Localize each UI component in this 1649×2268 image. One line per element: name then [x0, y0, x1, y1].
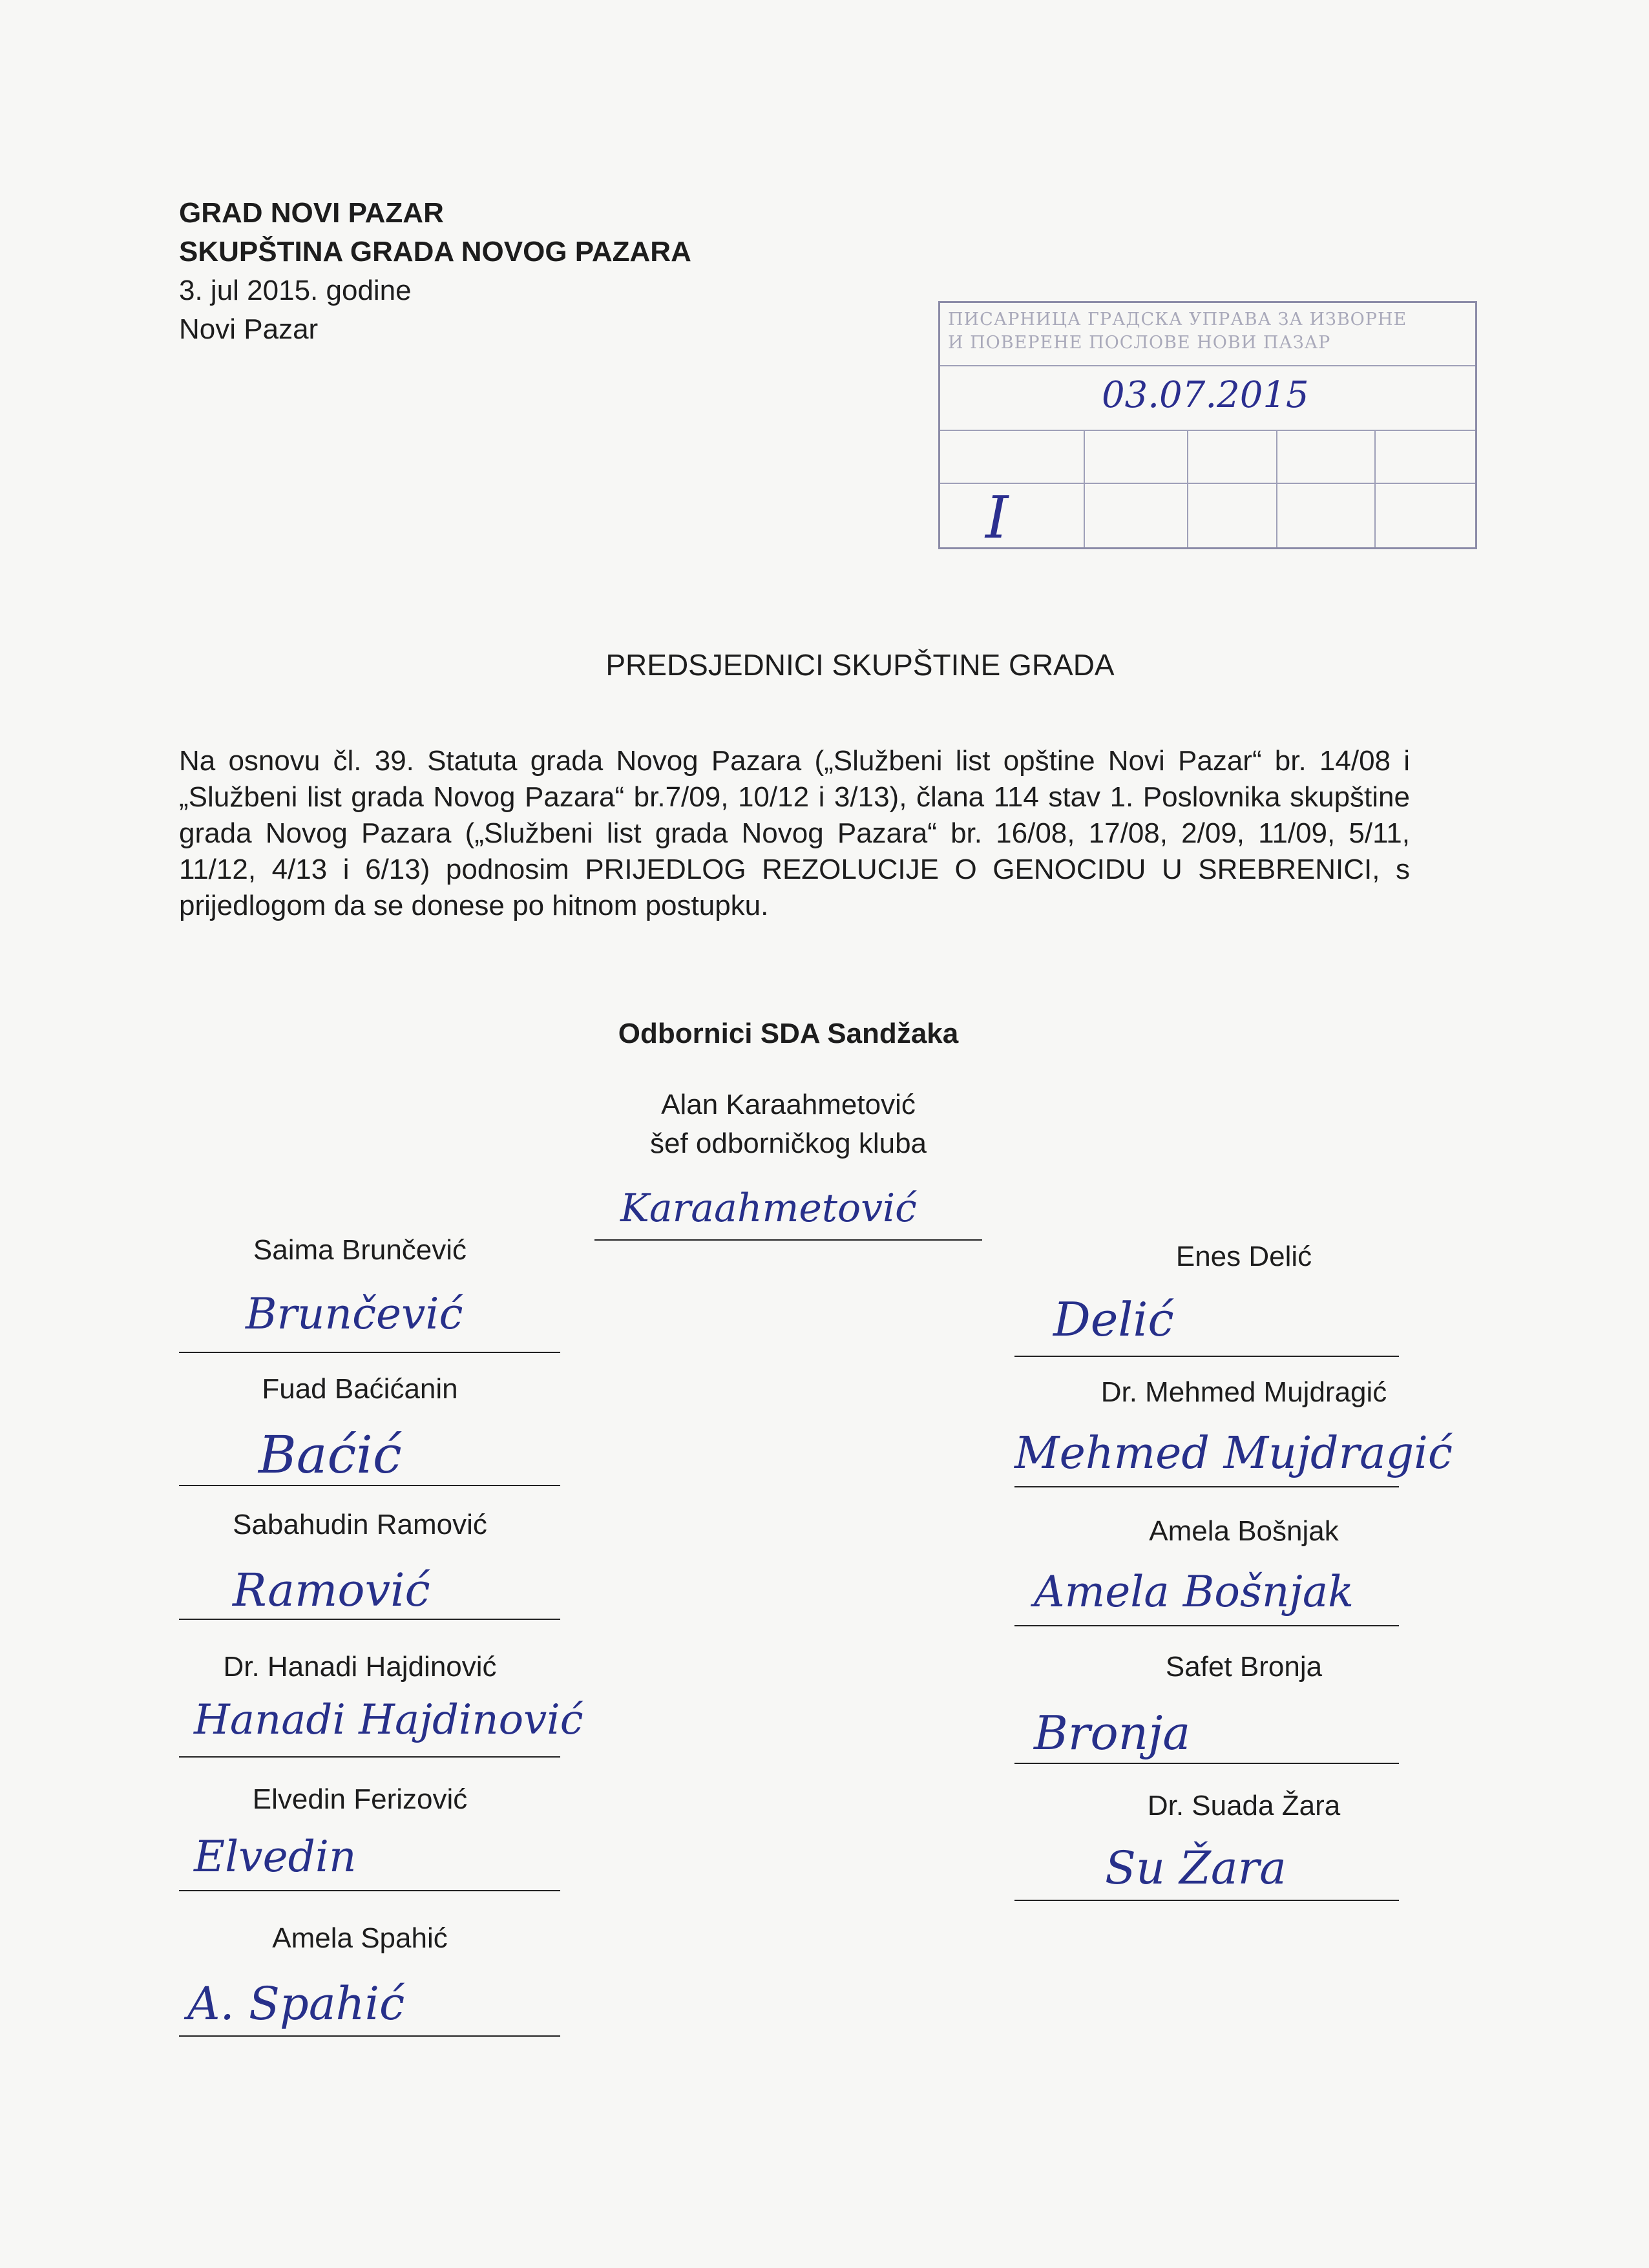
signer-name: Amela Bošnjak	[1149, 1515, 1339, 1547]
signature-line	[1014, 1625, 1399, 1626]
stamp-org-line1: ПИСАРНИЦА ГРАДСКА УПРАВА ЗА ИЗВОРНЕ	[948, 310, 1407, 330]
signature-line	[1014, 1486, 1399, 1487]
signer-name: Elvedin Ferizović	[252, 1783, 468, 1815]
signature: Elvedin	[194, 1832, 357, 1882]
signature-line	[1014, 1356, 1399, 1357]
assembly-name: SKUPŠTINA GRADA NOVOG PAZARA	[179, 236, 691, 268]
group-title: Odbornici SDA Sandžaka	[618, 1018, 959, 1049]
signer-name: Dr. Mehmed Mujdragić	[1100, 1376, 1387, 1408]
signature: Baćić	[258, 1425, 402, 1485]
signature: Ramović	[233, 1564, 430, 1617]
addressee-title: PREDSJEDNICI SKUPŠTINE GRADA	[605, 648, 1115, 682]
signature-line	[1014, 1900, 1399, 1901]
signature-line	[1014, 1763, 1399, 1764]
signature-line	[179, 1890, 560, 1891]
signer-name: Safet Bronja	[1165, 1651, 1323, 1683]
city-name: GRAD NOVI PAZAR	[179, 197, 444, 229]
registry-stamp	[938, 301, 1477, 552]
signature: A. Spahić	[187, 1977, 405, 2030]
signature: Bronja	[1034, 1706, 1191, 1760]
signer-name: Fuad Baćićanin	[262, 1373, 458, 1405]
leader-signature-line	[594, 1239, 982, 1241]
leader-name: Alan Karaahmetović	[661, 1089, 916, 1120]
body-paragraph: Na osnovu čl. 39. Statuta grada Novog Pazara („Službeni list opštine Novi Pazar“ br. 14/08 i „Službeni list grada Novog Pazara“ br.7/09, 10/12 i 3/13), člana 114 stav 1. Poslovnika skupštine grada Novog Pazara („Službeni list grada Novog Pazara“ br. 16/08, 17/08, 2/09, 11/09, 5/11, 11/12, 4/13 i 6/13) podnosim PRIJEDLOG REZOLUCIJE O GENOCIDU U SREBRENICI, s prijedlogom da se donese po hitnom postupku.	[179, 745, 1410, 921]
signature: Amela Bošnjak	[1034, 1567, 1354, 1617]
signer-name: Dr. Hanadi Hajdinović	[223, 1651, 497, 1683]
signer-name: Sabahudin Ramović	[233, 1509, 487, 1540]
signature: Hanadi Hajdinović	[194, 1696, 583, 1744]
signature: Mehmed Mujdragić	[1014, 1428, 1453, 1479]
signature-line	[179, 1756, 560, 1758]
signer-name: Saima Brunčević	[253, 1234, 467, 1266]
leader-role: šef odborničkog kluba	[649, 1128, 927, 1159]
stamp-org-line2: И ПОВЕРЕНЕ ПОСЛОВЕ НОВИ ПАЗАР	[948, 333, 1331, 353]
stamp-org-unit: I	[985, 484, 1009, 552]
signature-line	[179, 1485, 560, 1486]
signature: Delić	[1053, 1292, 1174, 1347]
stamp-received-date: 03.07.2015	[1102, 374, 1309, 416]
document-date: 3. jul 2015. godine	[179, 275, 412, 306]
signer-name: Enes Delić	[1175, 1241, 1312, 1272]
signer-name: Amela Spahić	[272, 1922, 448, 1954]
signature-line	[179, 2035, 560, 2037]
signature: Brunčević	[246, 1289, 463, 1339]
leader-signature: Karaahmetović	[620, 1186, 917, 1231]
signature: Su Žara	[1105, 1842, 1287, 1895]
signature-line	[179, 1619, 560, 1620]
signature-line	[179, 1352, 560, 1353]
document-place: Novi Pazar	[179, 313, 319, 345]
signer-name: Dr. Suada Žara	[1147, 1790, 1341, 1822]
